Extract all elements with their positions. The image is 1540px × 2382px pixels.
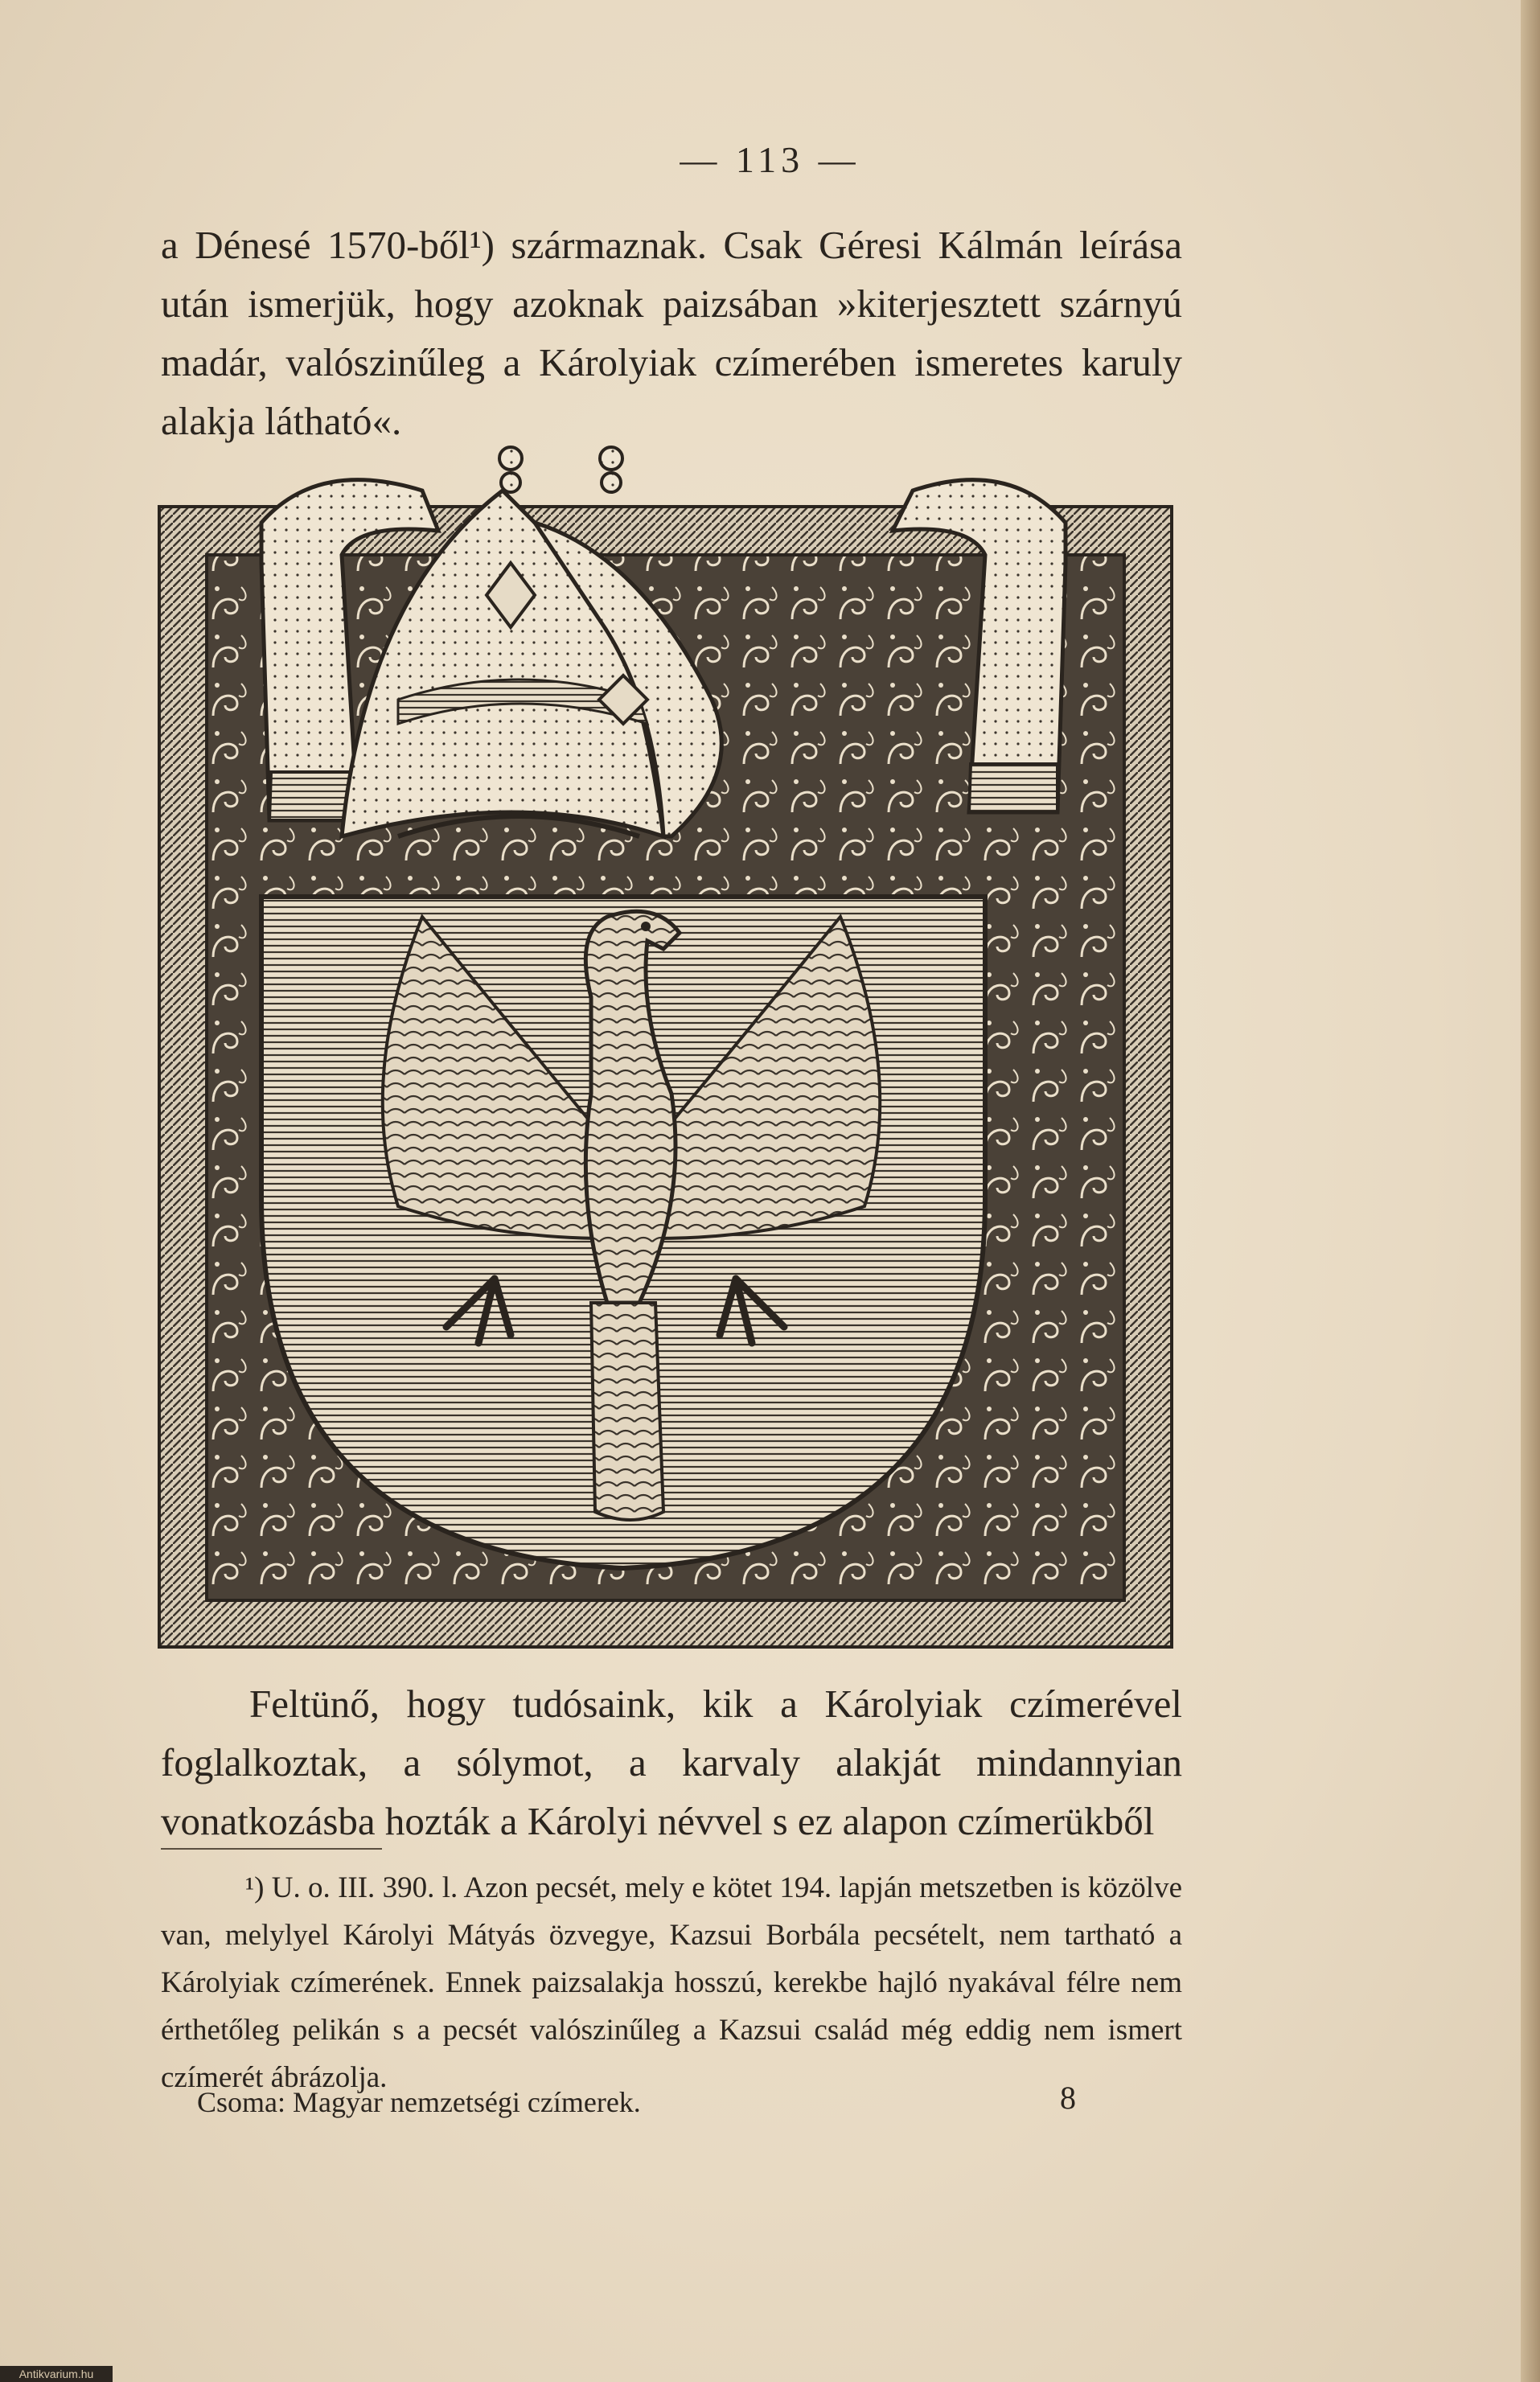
paragraph-1-text: a Dénesé 1570-ből¹) származnak. Csak Géresi Kálmán leírása után ismerjük, hogy azoknak paizsában »kiterjesztett szárnyú madár, valószinűleg a Károlyiak czímerében ismeretes karuly alakja látható«. (161, 223, 1182, 443)
footnote-rule (161, 1848, 382, 1850)
footnote (161, 1864, 1182, 2101)
coat-of-arms-engraving (157, 434, 1174, 1649)
paragraph-2 (161, 1674, 1182, 1850)
page-edge (1521, 0, 1540, 2382)
footer-signature: Csoma: Magyar nemzetségi czímerek. (197, 2086, 641, 2118)
footnote-text: ¹) U. o. III. 390. l. Azon pecsét, mely e kötet 194. lapján metszetben is közölve van, melylyel Károlyi Mátyás özvegye, Kazsui Borbála pecsételt, nem tartható a Károlyiak czímerének. Ennek paizsalakja hosszú, kerekbe hajló nyakával félre nem érthetőleg pelikán s a pecsét valószinűleg a Kazsui család még eddig nem ismert czímerét ábrázolja. (161, 1871, 1182, 2094)
page-number-header: — 113 — (680, 139, 860, 180)
paragraph-1 (161, 216, 1182, 450)
signature-number: 8 (1060, 2080, 1076, 2116)
watermark: Antikvarium.hu (0, 2366, 113, 2382)
paragraph-2-text: Feltünő, hogy tudósaink, kik a Károlyiak czímerével foglalkoztak, a sólymot, a karvaly alakját mindannyian vonatkozásba hozták a Károlyi névvel s ez alapon czímerükből (161, 1682, 1182, 1843)
